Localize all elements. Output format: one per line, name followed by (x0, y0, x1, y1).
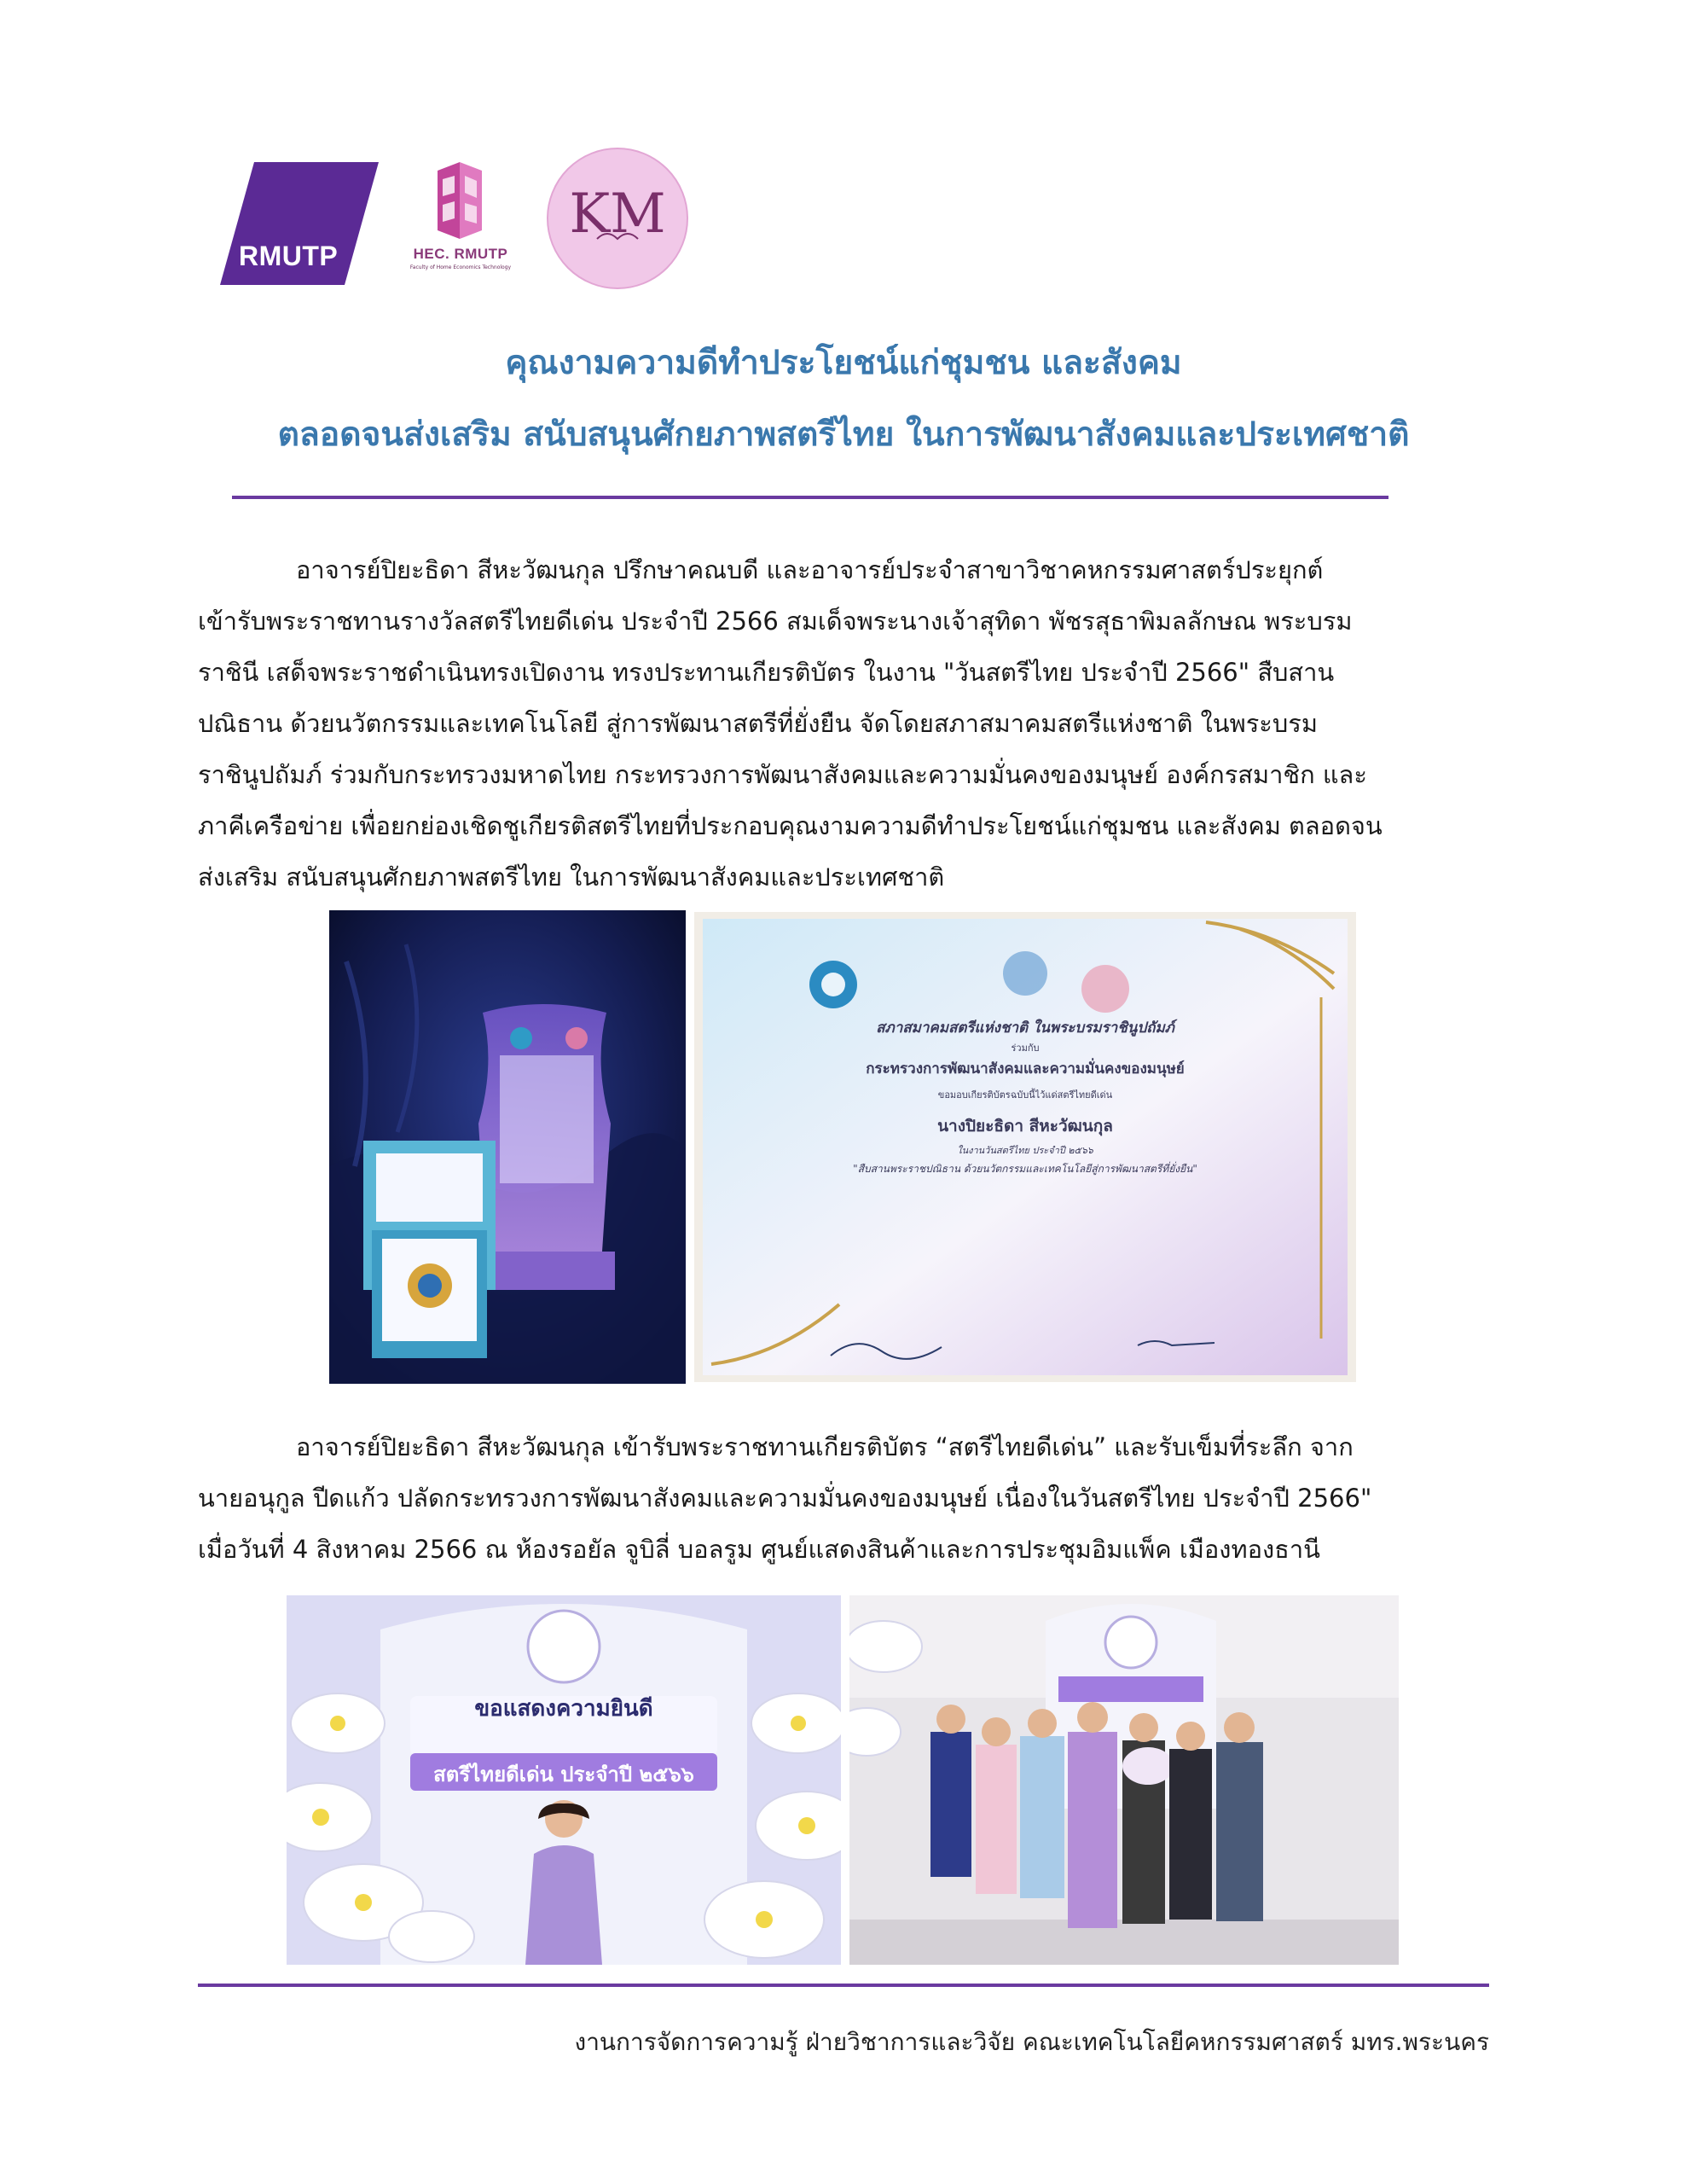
paragraph-2-line: อาจารย์ปิยะธิดา สีหะวัฒนกุล เข้ารับพระราชทานเกียรติบัตร “สตรีไทยดีเด่น” และรับเข็มที่ระลึก จาก (296, 1432, 1354, 1461)
certificate-line-1: สภาสมาคมสตรีแห่งชาติ ในพระบรมราชินูปถัมภ์ (876, 1019, 1174, 1037)
certificate-photo (694, 912, 1356, 1382)
hec-rmutp-logo (401, 159, 520, 287)
hec-logo-subtext: Faculty of Home Economics Technology (409, 264, 512, 270)
rmutp-logo (220, 162, 379, 285)
rmutp-logo-text: RMUTP (239, 241, 339, 271)
award-stage-photo-1 (287, 1595, 841, 1965)
paragraph-2-line: เมื่อวันที่ 4 สิงหาคม 2566 ณ ห้องรอยัล จูบิลี่ บอลรูม ศูนย์แสดงสินค้าและการประชุมอิมแพ็ค เมืองทองธานี (198, 1535, 1320, 1564)
paragraph-2 (198, 1421, 1489, 1575)
paragraph-1-line: ปณิธาน ด้วยนวัตกรรมและเทคโนโลยี สู่การพัฒนาสตรีที่ยั่งยืน จัดโดยสภาสมาคมสตรีแห่งชาติ ในพระบรม (198, 709, 1318, 738)
paragraph-1-line: เข้ารับพระราชทานรางวัลสตรีไทยดีเด่น ประจำปี 2566 สมเด็จพระนางเจ้าสุทิดา พัชรสุธาพิมลลักษณ พระบรม (198, 607, 1353, 636)
hec-logo-text: HEC. RMUTP (413, 246, 508, 262)
page-title-line-1: คุณงามความดีทำประโยชน์แก่ชุมชน และสังคม (505, 344, 1182, 382)
paragraph-1-line: ราชินูปถัมภ์ ร่วมกับกระทรวงมหาดไทย กระทรวงการพัฒนาสังคมและความมั่นคงของมนุษย์ องค์กรสมาชิก และ (198, 760, 1367, 789)
certificate-line-2: ร่วมกับ (1011, 1043, 1040, 1054)
certificate-line-5: ในงานวันสตรีไทย ประจำปี ๒๕๖๖ (957, 1145, 1093, 1156)
km-logo-circle (546, 147, 689, 290)
award-trophy-photo (329, 910, 686, 1384)
certificate-line-6: "สืบสานพระราชปณิธาน ด้วยนวัตกรรมและเทคโนโลยีสู่การพัฒนาสตรีที่ยั่งยืน" (853, 1163, 1197, 1175)
divider-bottom (198, 1984, 1489, 1987)
banner-line-1: ขอแสดงความยินดี (474, 1696, 653, 1722)
paragraph-1-line: อาจารย์ปิยะธิดา สีหะวัฒนกุล ปรึกษาคณบดี และอาจารย์ประจำสาขาวิชาคหกรรมศาสตร์ประยุกต์ (296, 555, 1324, 584)
page-title-line-2: ตลอดจนส่งเสริม สนับสนุนศักยภาพสตรีไทย ในการพัฒนาสังคมและประเทศชาติ (277, 415, 1410, 454)
hec-building-icon (431, 159, 490, 242)
certificate-line-4: ขอมอบเกียรติบัตรฉบับนี้ไว้แด่สตรีไทยดีเด่น (937, 1089, 1113, 1101)
award-trophy-image (329, 910, 686, 1384)
award-stage-image-2 (849, 1595, 1399, 1965)
km-logo (546, 147, 689, 290)
award-stage-photo-2 (849, 1595, 1399, 1965)
banner-line-2: สตรีไทยดีเด่น ประจำปี ๒๕๖๖ (433, 1763, 694, 1786)
km-logo-text: KM (569, 183, 666, 246)
paragraph-1-line: ส่งเสริม สนับสนุนศักยภาพสตรีไทย ในการพัฒนาสังคมและประเทศชาติ (198, 863, 945, 892)
paragraph-1-line: ราชินี เสด็จพระราชดำเนินทรงเปิดงาน ทรงประทานเกียรติบัตร ในงาน "วันสตรีไทย ประจำปี 2566" สืบสาน (198, 658, 1335, 687)
paragraph-1-line: ภาคีเครือข่าย เพื่อยกย่องเชิดชูเกียรติสตรีไทยที่ประกอบคุณงามความดีทำประโยชน์แก่ชุมชน และสังคม ตลอดจน (198, 811, 1383, 840)
certificate-recipient-name: นางปิยะธิดา สีหะวัฒนกุล (937, 1117, 1113, 1136)
certificate-line-3: กระทรวงการพัฒนาสังคมและความมั่นคงของมนุษย์ (866, 1060, 1185, 1077)
paragraph-2-line: นายอนุกูล ปีดแก้ว ปลัดกระทรวงการพัฒนาสังคมและความมั่นคงของมนุษย์ เนื่องในวันสตรีไทย ประจำปี 2566" (198, 1484, 1372, 1513)
paragraph-1 (198, 544, 1489, 903)
divider-top (232, 496, 1388, 499)
page-footer: งานการจัดการความรู้ ฝ่ายวิชาการและวิจัย คณะเทคโนโลยีคหกรรมศาสตร์ มทร.พระนคร (574, 2028, 1489, 2056)
